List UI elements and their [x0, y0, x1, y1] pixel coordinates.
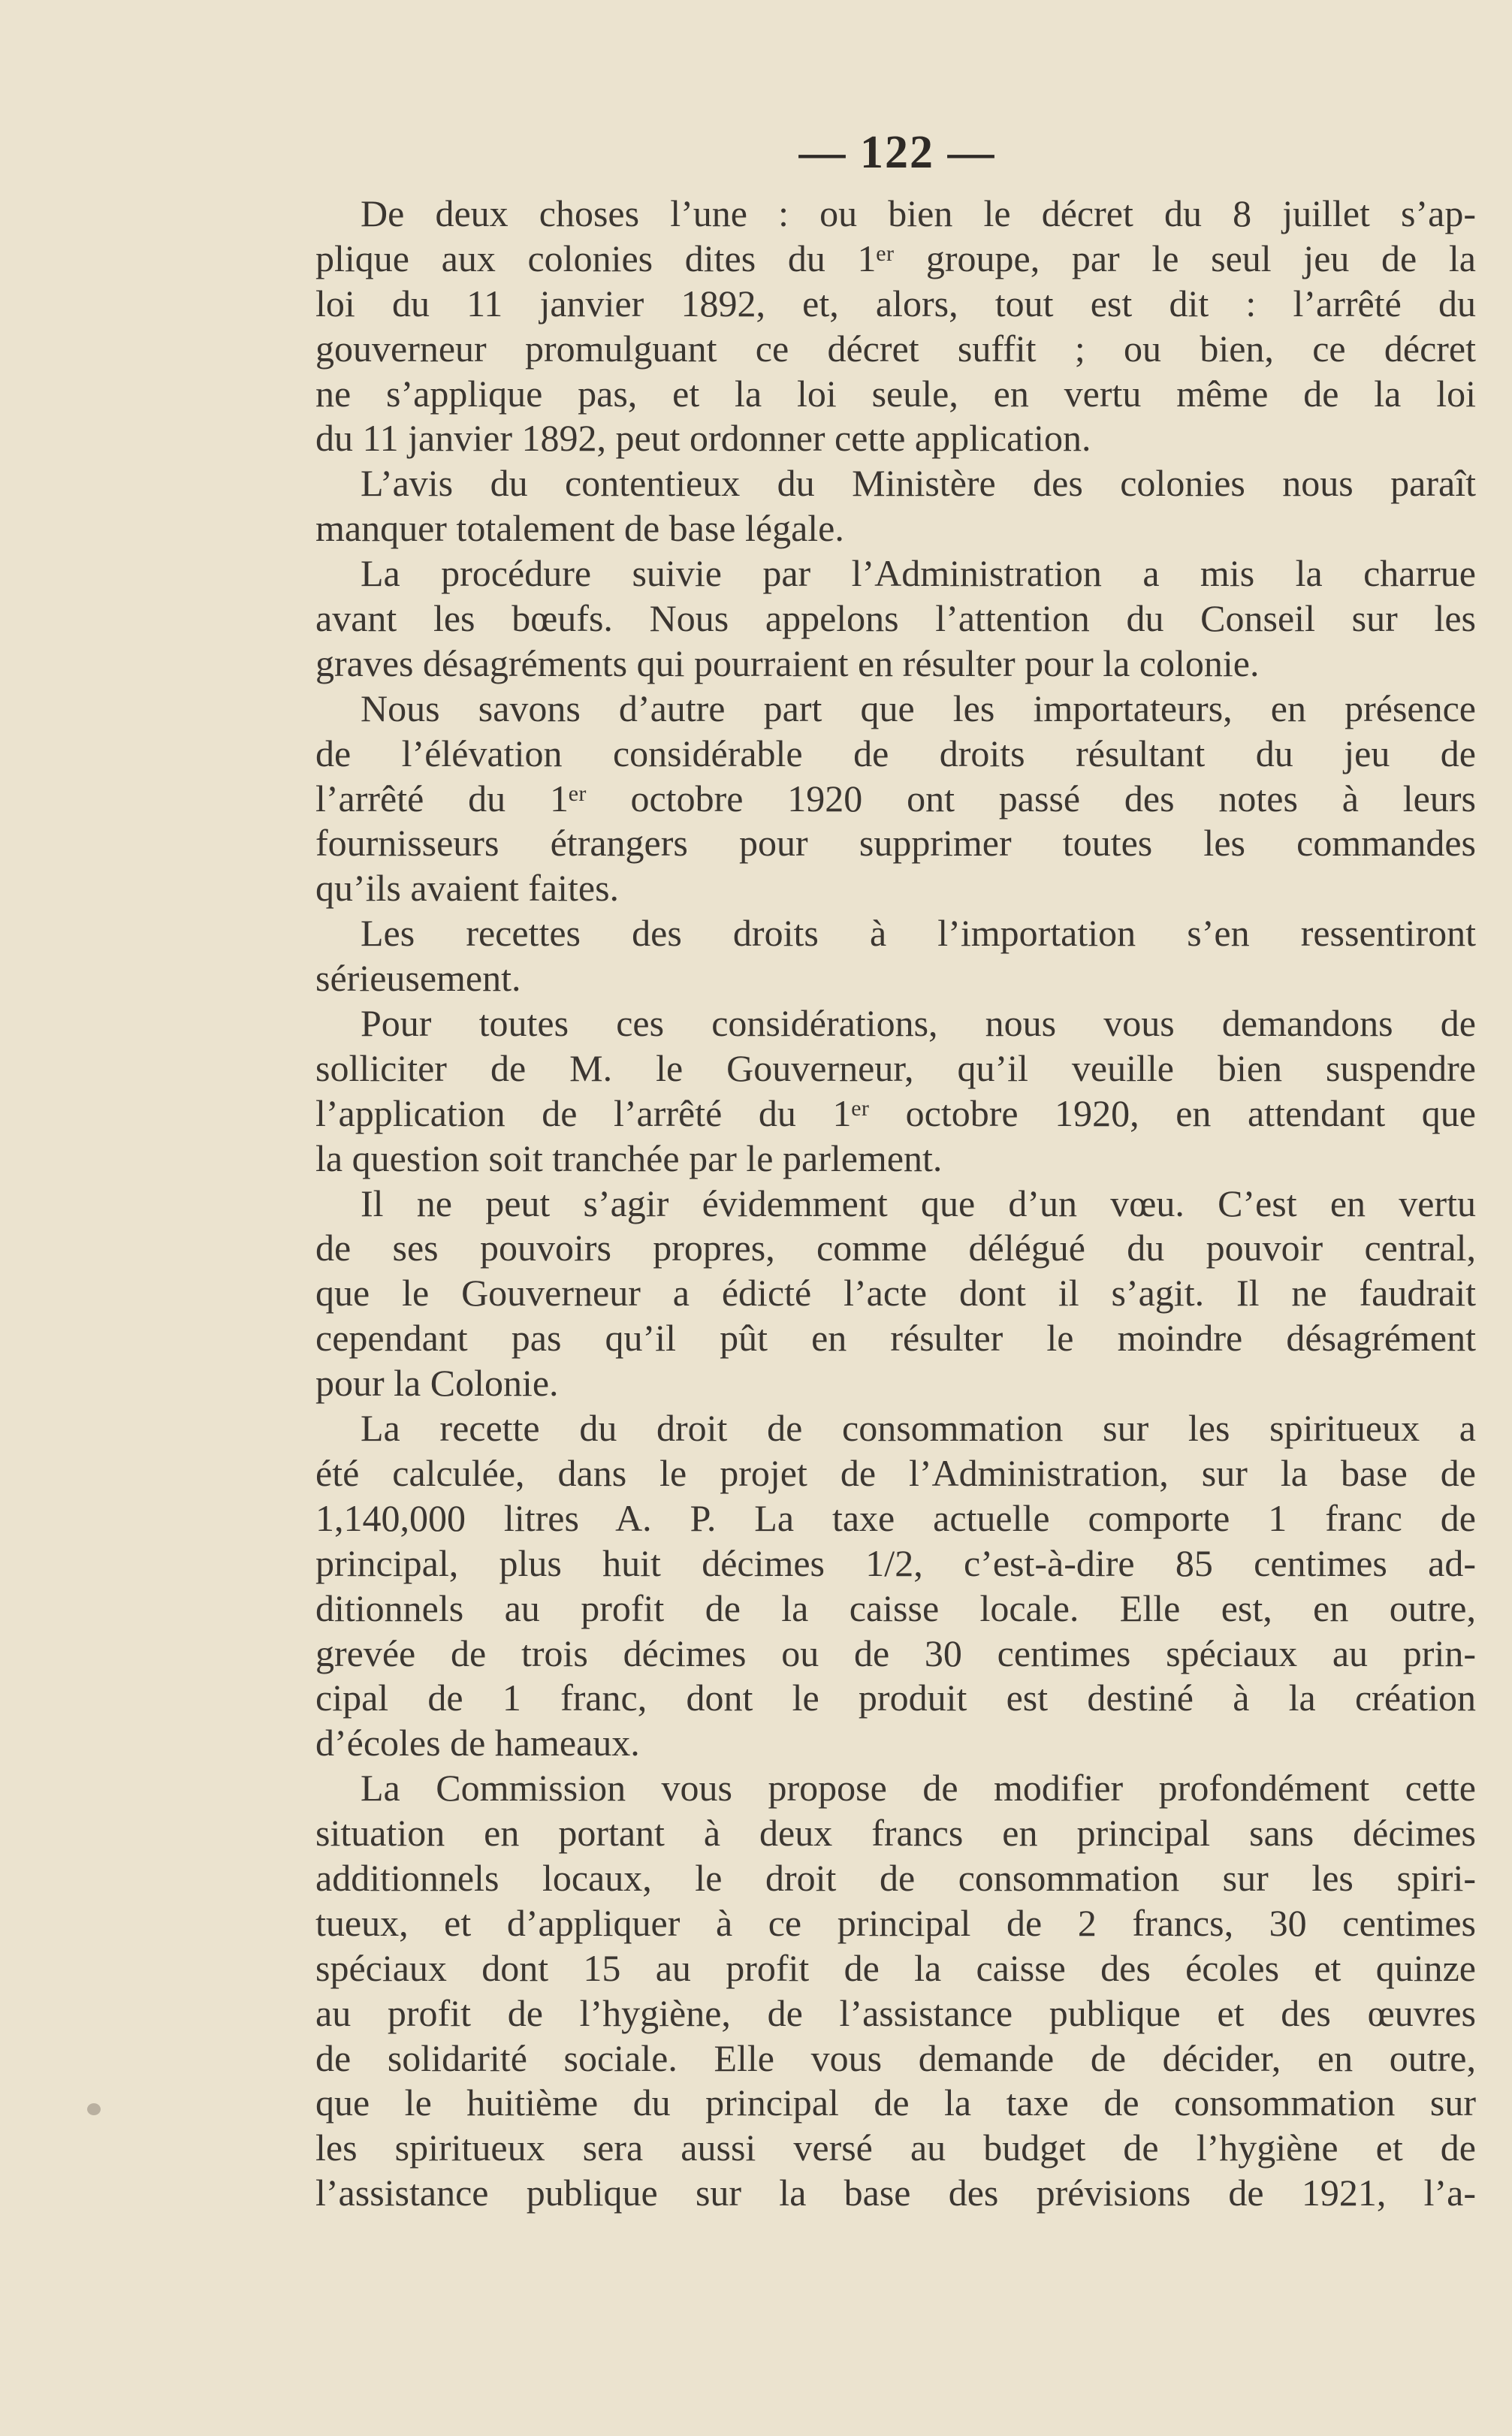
text-line: graves désagréments qui pourraient en résulter pour la colonie.	[315, 641, 1260, 684]
text-line: de solidarité sociale. Elle vous demande de décider, en outre,	[315, 2036, 1476, 2079]
text-line: l’arrêté du 1ᵉʳ octobre 1920 ont passé des notes à leurs	[315, 777, 1476, 820]
text-line: principal, plus huit décimes 1/2, c’est-à-dire 85 centimes ad-	[315, 1541, 1476, 1584]
text-line: solliciter de M. le Gouverneur, qu’il veuille bien suspendre	[315, 1046, 1476, 1089]
scan-speck	[87, 2103, 101, 2115]
text-line: avant les bœufs. Nous appelons l’attention du Conseil sur les	[315, 597, 1476, 640]
text-line: Pour toutes ces considérations, nous vous demandons de	[361, 1002, 1476, 1045]
text-line: les spiritueux sera aussi versé au budget de l’hygiène et de	[315, 2127, 1476, 2169]
text-line: l’assistance publique sur la base des prévisions de 1921, l’a-	[315, 2172, 1476, 2214]
text-line: La procédure suivie par l’Administration a mis la charrue	[361, 552, 1476, 595]
text-line: cipal de 1 franc, dont le produit est destiné à la création	[315, 1677, 1476, 1719]
text-line: de l’élévation considérable de droits résultant du jeu de	[315, 732, 1476, 774]
text-line: au profit de l’hygiène, de l’assistance publique et des œuvres	[315, 1991, 1476, 2034]
text-line: 1,140,000 litres A. P. La taxe actuelle comporte 1 franc de	[315, 1496, 1476, 1539]
text-line: l’application de l’arrêté du 1ᵉʳ octobre 1920, en attendant que	[315, 1091, 1476, 1134]
text-line: spéciaux dont 15 au profit de la caisse des écoles et quinze	[315, 1946, 1476, 1989]
text-line: sérieusement.	[315, 957, 521, 1000]
text-line: du 11 janvier 1892, peut ordonner cette application.	[315, 417, 1091, 460]
text-line: gouverneur promulguant ce décret suffit ; ou bien, ce décret	[315, 327, 1476, 370]
text-line: ditionnels au profit de la caisse locale. Elle est, en outre,	[315, 1586, 1476, 1629]
text-line: loi du 11 janvier 1892, et, alors, tout est dit : l’arrêté du	[315, 282, 1476, 324]
text-line: cependant pas qu’il pût en résulter le moindre désagrément	[315, 1317, 1476, 1360]
page-number: — 122 —	[798, 127, 996, 178]
text-line: additionnels locaux, le droit de consommation sur les spiri-	[315, 1856, 1476, 1899]
text-line: Nous savons d’autre part que les importateurs, en présence	[361, 687, 1476, 729]
text-line: qu’ils avaient faites.	[315, 867, 620, 910]
text-line: situation en portant à deux francs en principal sans décimes	[315, 1812, 1476, 1855]
text-line: Les recettes des droits à l’importation s’en ressentiront	[361, 912, 1476, 955]
text-line: De deux choses l’une : ou bien le décret du 8 juillet s’ap-	[361, 192, 1476, 234]
text-line: ne s’applique pas, et la loi seule, en vertu même de la loi	[315, 372, 1476, 415]
text-line: de ses pouvoirs propres, comme délégué du pouvoir central,	[315, 1227, 1476, 1269]
text-line: été calculée, dans le projet de l’Administration, sur la base de	[315, 1451, 1476, 1494]
text-line: tueux, et d’appliquer à ce principal de 2 francs, 30 centimes	[315, 1901, 1476, 1944]
text-line: plique aux colonies dites du 1ᵉʳ groupe, par le seul jeu de la	[315, 237, 1476, 279]
text-line: que le huitième du principal de la taxe de consommation sur	[315, 2081, 1476, 2124]
text-line: fournisseurs étrangers pour supprimer toutes les commandes	[315, 822, 1476, 865]
text-line: la question soit tranchée par le parlement.	[315, 1136, 943, 1179]
text-line: La Commission vous propose de modifier profondément cette	[361, 1767, 1476, 1810]
text-line: Il ne peut s’agir évidemment que d’un vœu. C’est en vertu	[361, 1182, 1476, 1224]
text-line: grevée de trois décimes ou de 30 centimes spéciaux au prin-	[315, 1632, 1476, 1674]
text-line: La recette du droit de consommation sur les spiritueux a	[361, 1407, 1476, 1450]
text-line: pour la Colonie.	[315, 1362, 559, 1405]
text-line: L’avis du contentieux du Ministère des colonies nous paraît	[361, 462, 1476, 505]
text-line: manquer totalement de base légale.	[315, 507, 844, 550]
text-line: que le Gouverneur a édicté l’acte dont il s’agit. Il ne faudrait	[315, 1272, 1476, 1315]
body-text	[315, 192, 1476, 2216]
text-line: d’écoles de hameaux.	[315, 1722, 640, 1764]
